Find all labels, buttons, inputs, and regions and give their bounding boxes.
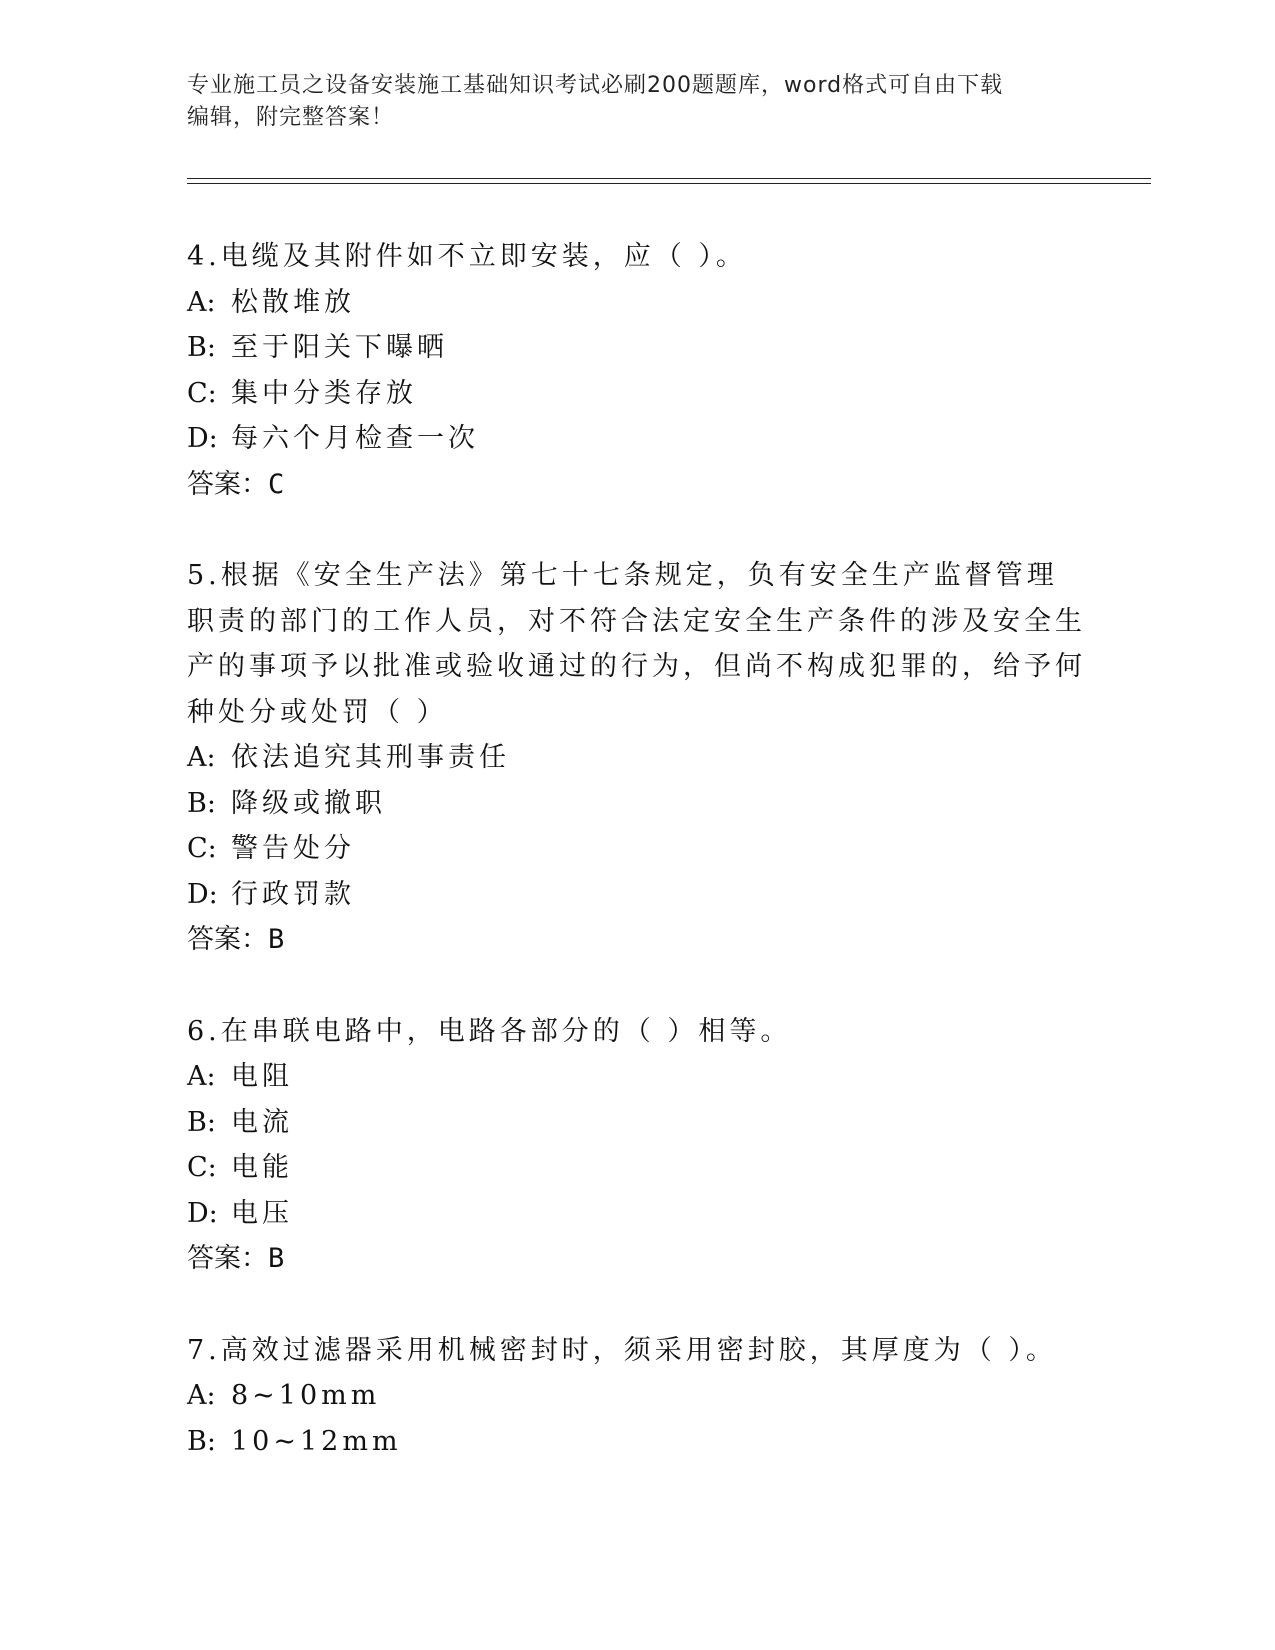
question-4 <box>187 234 1087 507</box>
option-b <box>187 325 1087 371</box>
document-header <box>187 70 1087 134</box>
question-7 <box>187 1328 1087 1465</box>
option-text: 依法追究其刑事责任 <box>231 742 510 773</box>
option-text: 集中分类存放 <box>231 377 417 409</box>
answer-label: 答案： <box>187 468 268 500</box>
option-letter: B: <box>187 787 216 819</box>
header-line-1: 专业施工员之设备安装施工基础知识考试必刷200题题库，word格式可自由下载 <box>187 73 1004 98</box>
option-d <box>187 416 1087 462</box>
header-divider-bottom <box>187 183 1151 184</box>
option-text: 电阻 <box>231 1061 293 1092</box>
option-letter: B: <box>187 332 216 363</box>
option-text: 电流 <box>231 1106 293 1138</box>
answer-value: C <box>268 468 285 500</box>
option-letter: B: <box>187 1106 216 1138</box>
option-text: 松散堆放 <box>231 286 355 318</box>
option-text: 至于阳关下曝晒 <box>231 332 448 363</box>
option-b <box>187 1419 1087 1465</box>
option-letter: A: <box>187 286 216 318</box>
option-text: 降级或撤职 <box>231 787 386 819</box>
answer-value: B <box>268 924 285 955</box>
option-letter: D: <box>187 878 218 910</box>
option-letter: B: <box>187 1425 216 1457</box>
answer-label: 答案： <box>187 1243 268 1274</box>
option-d <box>187 872 1087 918</box>
option-b <box>187 781 1087 827</box>
question-5 <box>187 553 1087 963</box>
answer-line <box>187 917 1087 963</box>
option-letter: C: <box>187 833 217 864</box>
option-letter: D: <box>187 1197 218 1229</box>
option-text: 电压 <box>231 1197 293 1229</box>
option-c <box>187 1145 1087 1191</box>
option-text: 行政罚款 <box>231 878 355 910</box>
option-c <box>187 371 1087 417</box>
option-letter: C: <box>187 1152 217 1183</box>
option-a <box>187 1373 1087 1419</box>
option-text: 警告处分 <box>231 833 355 864</box>
option-text: 10~12mm <box>231 1425 402 1457</box>
answer-line <box>187 462 1087 508</box>
option-a <box>187 280 1087 326</box>
option-text: 每六个月检查一次 <box>231 423 479 454</box>
header-line-2: 编辑，附完整答案！ <box>187 105 395 130</box>
option-text: 8~10mm <box>231 1380 381 1411</box>
option-letter: A: <box>187 1380 216 1411</box>
option-letter: D: <box>187 423 218 454</box>
question-stem: 6.在串联电路中，电路各部分的（ ）相等。 <box>187 1015 792 1047</box>
option-letter: A: <box>187 742 216 773</box>
option-c <box>187 826 1087 872</box>
question-stem: 7.高效过滤器采用机械密封时，须采用密封胶，其厚度为（ ）。 <box>187 1334 1057 1366</box>
question-6 <box>187 1009 1087 1282</box>
option-d <box>187 1191 1087 1237</box>
option-text: 电能 <box>231 1152 293 1183</box>
answer-value: B <box>268 1243 285 1274</box>
answer-line <box>187 1236 1087 1282</box>
question-stem: 4.电缆及其附件如不立即安装，应（ ）。 <box>187 241 747 272</box>
option-a <box>187 735 1087 781</box>
option-a <box>187 1054 1087 1100</box>
question-stem: 5.根据《安全生产法》第七十七条规定，负有安全生产监督管理职责的部门的工作人员，对不符合法定安全生产条件的涉及安全生产的事项予以批准或验收通过的行为，但尚不构成犯罪的，给予何种处分或处罚（ ） <box>187 560 1086 728</box>
question-list <box>187 234 1087 1510</box>
option-letter: A: <box>187 1061 216 1092</box>
header-divider-top <box>187 178 1151 179</box>
option-letter: C: <box>187 377 217 409</box>
option-b <box>187 1100 1087 1146</box>
answer-label: 答案： <box>187 924 268 955</box>
